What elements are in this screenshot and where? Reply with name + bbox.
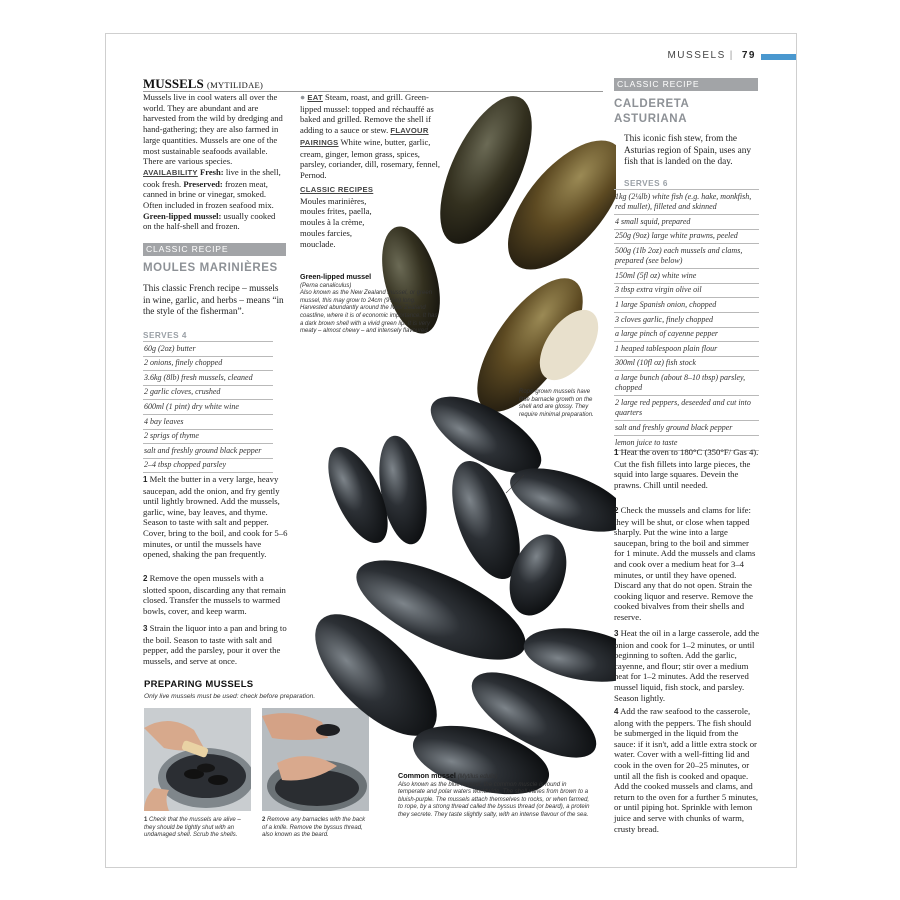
step-text: Add the raw seafood to the casserole, along with the peppers. The fish should be submerged in the liquid from the sauce: if it isn't, add a little extra stock or water. Cover with a well-fitting lid and cook in the oven for 20–25 minutes, or until all the fish is cooked and opaque. Add the cooked mussels and clams, and return to the oven for a further 5 minutes, or until piping hot. Sprinkle with lemon juice and serve with chunks of warm, crusty bread. (614, 706, 759, 834)
ingredient: lemon juice to taste (614, 436, 759, 451)
ingredient: 3 cloves garlic, finely chopped (614, 313, 759, 328)
ingredient: 4 bay leaves (143, 415, 273, 430)
header-section: MUSSELS (667, 50, 726, 61)
classic-text: Moules marinières, moules frites, paella, moules à la crème, moules farcies, mouclade. (300, 195, 372, 249)
scrub-illustration (144, 708, 251, 811)
preparing-title: PREPARING MUSSELS (144, 679, 254, 690)
eat-bullet-icon: ● (300, 92, 306, 102)
step-text: Check the mussels and clams for life: they will be shut, or close when tapped sharply. Put the wine into a large saucepan, bring to the boil and simmer for 1 minute. Add the mussels and clams and cook over a medium heat for 3–4 minutes, or until they have opened. Discard any that do not open. Strain the cooking liquor and reserve. Remove the cooked bivalves from their shells and reserve. (614, 505, 756, 622)
recipe2-serves: SERVES 6 (624, 179, 668, 188)
prep-step-number: 1 (144, 817, 148, 823)
green-caption-text: Also known as the New Zealand mussel, or green mussel, this may grow to 24cm (9½in) long. Harvested abundantly around the New Zealand coastline, where it is of economic importance. It has a dark brown shell with a vivid green lip. It is very meaty – almost chewy – and intensely flavoured. (300, 290, 438, 335)
ingredient: 1 large Spanish onion, chopped (614, 298, 759, 313)
ingredient: 300ml (10fl oz) fish stock (614, 357, 759, 372)
fresh-text: live in the shell, cook fresh. (143, 166, 281, 189)
recipe1-title: MOULES MARINIÈRES (143, 262, 278, 274)
common-caption-title: Common mussel (398, 771, 456, 780)
step-text: Heat the oil in a large casserole, add the onion and cook for 1–2 minutes, or until beginning to soften. Add the garlic, cayenne, and flour; stir over a medium heat for 1–2 minutes. Add the reserved mussel liquid, fish stock, and parsley. Season lightly. (614, 628, 760, 703)
recipe2-intro: This iconic fish stew, from the Asturias region of Spain, uses any fish that is landed on the day. (624, 134, 752, 167)
flavour-text: White wine, butter, garlic, cream, ginger, lemon grass, spices, parsley, coriander, dill, rosemary, fennel, Pernod. (300, 136, 441, 180)
entry-title-text: MUSSELS (143, 76, 204, 91)
recipe2-step-4 (614, 706, 761, 834)
ingredient: 1 heaped tablespoon plain flour (614, 342, 759, 357)
page-number: 79 (741, 50, 756, 61)
preparing-subtitle: Only live mussels must be used: check before preparation. (144, 693, 316, 700)
common-caption-latin: (Mytilus edulis) (457, 774, 498, 780)
ingredient: 2 sprigs of thyme (143, 430, 273, 445)
ingredient: 250g (9oz) large white prawns, peeled (614, 230, 759, 245)
recipe1-step-1 (143, 474, 288, 560)
prep-photo-scrub (144, 708, 251, 811)
entry-latin: (MYTILIDAE) (206, 80, 264, 90)
step-number: 2 (143, 574, 148, 583)
step-text: Remove the open mussels with a slotted spoon, discarding any that remain closed. Transfer the mussels to warmed bowls, cover, and keep warm. (143, 573, 286, 616)
rope-caption: Rope-grown mussels have little barnacle growth on the shell and are glossy. They require minimal preparation. (519, 389, 594, 418)
recipe1-ingredients (143, 342, 273, 473)
greenlipped-label: Green-lipped mussel: (143, 210, 222, 221)
greenlipped-text: usually cooked on the half-shell and frozen. (143, 210, 276, 232)
preserved-label: Preserved: (183, 178, 223, 189)
ingredient: a large pinch of cayenne pepper (614, 328, 759, 343)
step-number: 1 (143, 475, 148, 484)
step-number: 3 (143, 624, 148, 633)
recipe2-step-2 (614, 505, 761, 623)
recipe1-bar: CLASSIC RECIPE (143, 243, 286, 256)
classic-label: CLASSIC RECIPES (300, 185, 374, 194)
ingredient: 60g (2oz) butter (143, 342, 273, 357)
prep-caption-1 (144, 817, 251, 840)
recipe1-intro: This classic French recipe – mussels in wine, garlic, and herbs – means “in the style of the fisherman”. (143, 284, 284, 317)
recipe1-serves: SERVES 4 (143, 331, 187, 340)
ingredient: 4 small squid, prepared (614, 215, 759, 230)
recipe1-step-2 (143, 573, 288, 616)
book-page (105, 33, 797, 868)
green-lipped-caption (300, 273, 440, 336)
green-caption-title: Green-lipped mussel (300, 272, 372, 281)
entry-description: Mussels live in cool waters all over the world. They are abundant and are harvested from the wild by dredging and hand-gathering; they are also farmed in large quantities. Mussels are one of the most sustainable seafoods available. There are various species. (143, 92, 283, 167)
preserved-text: frozen meat, canned in brine or vinegar, smoked. Often included in frozen seafood mix. (143, 178, 274, 211)
step-number: 2 (614, 506, 619, 515)
common-mussels (295, 381, 619, 807)
eat-text: Steam, roast, and grill. (325, 92, 403, 102)
mussels-photo (276, 70, 619, 810)
ingredient: 150ml (5fl oz) white wine (614, 269, 759, 284)
ingredient: salt and freshly ground black pepper (614, 421, 759, 436)
entry-description-block (143, 92, 284, 232)
prep-caption-2 (262, 817, 369, 840)
entry-title (143, 76, 263, 92)
step-number: 3 (614, 629, 619, 638)
recipe2-ingredients (614, 190, 759, 451)
step-number: 1 (614, 448, 619, 457)
recipe2-bar: CLASSIC RECIPE (614, 78, 758, 91)
flavour-label: FLAVOUR PAIRINGS (300, 126, 429, 147)
ingredient: 500g (1lb 2oz) each mussels and clams, prepared (see below) (614, 244, 759, 269)
eat-text-2: Green-lipped mussel: topped and réchauffé as baked and grilled. Remove the shell if adding to a sauce or stew. (300, 92, 434, 136)
recipe2-title-line2: ASTURIANA (614, 113, 688, 125)
green-lipped-mussels (372, 83, 616, 428)
common-caption-text: Also known as the blue mussel, the common muscle is found in temperate and polar waters worldwide. The shell varies from brown to a bluish-purple. The mussels attach themselves to rocks, or when farmed, to rope, by a strong thread called the byssus thread (or beard), a protein they secrete. They taste slightly salty, with an intense flavour of the sea. (398, 781, 590, 818)
ingredient: salt and freshly ground black pepper (143, 444, 273, 459)
ingredient: 2 onions, finely chopped (143, 357, 273, 372)
recipe2-step-3 (614, 628, 761, 703)
recipe2-title-line1: CALDERETA (614, 98, 690, 110)
step-text: Strain the liquor into a pan and bring to the boil. Season to taste with salt and pepper, add the parsley, pour it over the mussels, and serve at once. (143, 623, 287, 666)
step-text: Melt the butter in a very large, heavy saucepan, add the onion, and fry gently until lightly browned. Add the mussels, garlic, wine, bay leaves, and thyme. Season to taste with salt and pepper. Cover, bring to the boil, and cook for 5–6 minutes, or until the mussels have opened, shaking the pan frequently. (143, 474, 288, 560)
common-mussel-caption (398, 772, 594, 820)
ingredient: 1kg (2¼lb) white fish (e.g. hake, monkfish, red mullet), filleted and skinned (614, 190, 759, 215)
ingredient: 2 garlic cloves, crushed (143, 386, 273, 401)
recipe1-step-3 (143, 623, 288, 666)
ingredient: 2 large red peppers, deseeded and cut into quarters (614, 396, 759, 421)
step-text: Heat the oven to 180°C (350°F/ Gas 4). Cut the fish fillets into large pieces, the squid into large squares. Devein the prawns. Chill until needed. (614, 447, 759, 490)
header-separator: | (729, 50, 734, 61)
step-number: 4 (614, 707, 619, 716)
eat-label: EAT (307, 93, 323, 102)
running-header (667, 50, 756, 61)
prep-step-number: 2 (262, 817, 266, 823)
ingredient: a large bunch (about 8–10 tbsp) parsley, chopped (614, 371, 759, 396)
fresh-label: Fresh: (199, 166, 224, 177)
ingredient: 3 tbsp extra virgin olive oil (614, 284, 759, 299)
prep-step-text: Remove any barnacles with the back of a knife. Remove the byssus thread, also known as the beard. (262, 817, 366, 839)
availability-label: AVAILABILITY (143, 167, 198, 177)
ingredient: 2–4 tbsp chopped parsley (143, 459, 273, 474)
ingredient: 600ml (1 pint) dry white wine (143, 400, 273, 415)
ingredient: 3.6kg (8lb) fresh mussels, cleaned (143, 371, 273, 386)
color-tab (761, 54, 796, 60)
green-caption-latin: (Perna canaliculus) (300, 282, 352, 289)
prep-step-text: Check that the mussels are alive – they should be tightly shut with an undamaged shell. Scrub the shells. (144, 817, 241, 839)
recipe2-step-1 (614, 447, 761, 490)
